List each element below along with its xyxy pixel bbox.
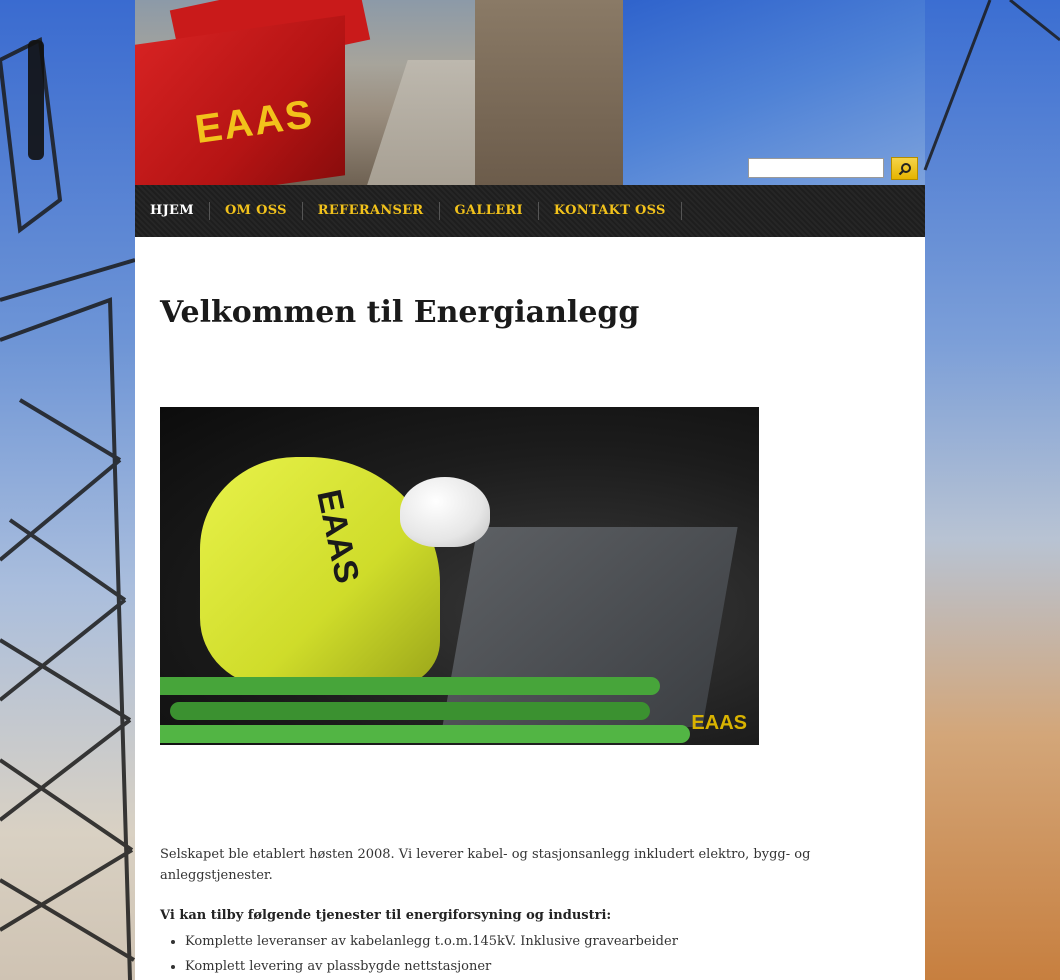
list-item: • Komplett levering av plassbygde nettstasjoner — [185, 954, 825, 979]
search-icon — [898, 162, 912, 176]
intro-paragraph: Selskapet ble etablert høsten 2008. Vi leverer kabel- og stasjonsanlegg inkludert elektro, bygg- og anleggstjenester. — [160, 847, 811, 883]
photo-switchgear-plate — [442, 527, 737, 727]
page-title: Velkommen til Energianlegg — [160, 295, 640, 330]
list-item: • Komplette leveranser av kabelanlegg t.o.m.145kV. Inklusive gravearbeider — [185, 929, 825, 954]
background-left — [0, 0, 135, 980]
main-navigation — [135, 185, 925, 237]
nav-item-kontakt-oss[interactable]: KONTAKT OSS — [553, 203, 666, 218]
worker-photo — [160, 407, 759, 745]
photo-cable — [170, 702, 650, 720]
photo-vest-text: EAAS — [309, 486, 367, 587]
search-button[interactable] — [891, 157, 918, 180]
nav-item-referanser[interactable]: REFERANSER — [317, 203, 424, 218]
photo-cable — [160, 677, 660, 695]
nav-separator — [681, 202, 682, 220]
header-logo-text: EAAS — [192, 91, 317, 153]
photo-cable — [160, 725, 690, 743]
nav-item-hjem[interactable]: HJEM — [150, 203, 194, 218]
header-banner-image — [135, 0, 623, 185]
nav-item-galleri[interactable]: GALLERI — [454, 203, 523, 218]
background-right — [925, 0, 1060, 980]
photo-watermark: EAAS — [691, 712, 747, 734]
header-red-unit — [135, 15, 345, 185]
search-input[interactable] — [748, 158, 884, 178]
header-dirt — [475, 0, 623, 185]
nav-item-om-oss[interactable]: OM OSS — [224, 203, 287, 218]
photo-helmet — [400, 477, 490, 547]
services-list — [160, 929, 825, 979]
services-heading: Vi kan tilby følgende tjenester til energiforsyning og industri: — [160, 908, 612, 923]
content-area — [135, 237, 925, 980]
